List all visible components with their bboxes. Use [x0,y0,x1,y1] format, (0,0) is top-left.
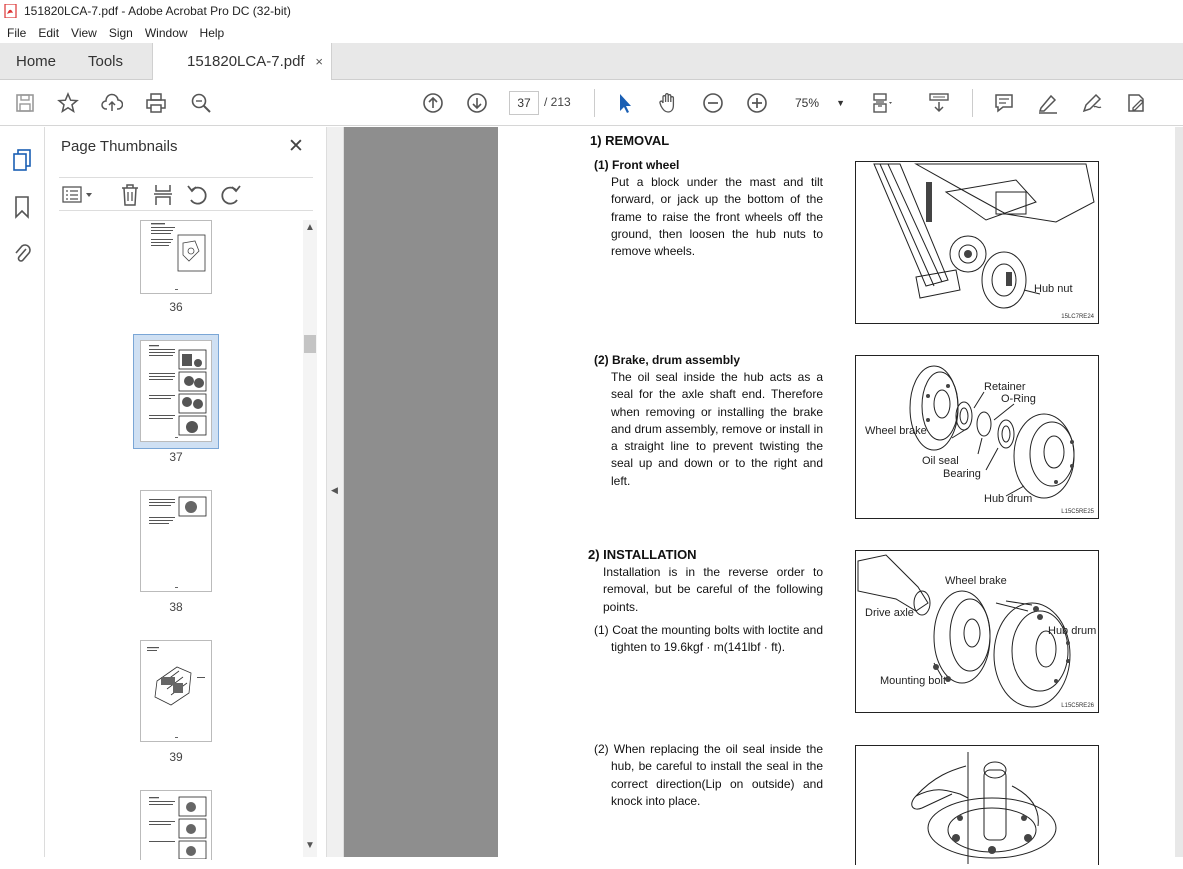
figure-front-wheel [855,161,1099,324]
thumbnail-scrollbar[interactable] [303,220,317,857]
thumbnail-preview [141,491,211,591]
brake-text: The oil seal inside the hub acts as a seal for the axle shaft end. Therefore when removing or installing the brake and drum assembly, remove or install in a straight line to prevent twisting the seal up and down or to the right and left. [611,370,823,488]
label-hub-nut: Hub nut [1034,283,1073,295]
next-page-icon[interactable] [466,92,488,114]
tab-document-label: 151820LCA-7.pdf [187,53,305,70]
thumbnail-preview [141,791,211,859]
chevron-down-icon: ▼ [836,98,845,108]
select-cursor-icon[interactable] [614,92,636,114]
extract-page-icon[interactable] [152,183,174,207]
label-wheel-brake: Wheel brake [865,425,927,437]
page-thumbnail-39[interactable] [140,640,212,742]
removal-heading: 1) REMOVAL [590,133,670,148]
acrobat-app-icon [4,4,18,18]
zoom-level-value: 75% [795,96,820,110]
toolbar-separator [594,89,595,117]
page-thumbnail-40[interactable] [140,790,212,860]
page-thumbnail-38[interactable] [140,490,212,592]
pdf-page [498,127,1175,857]
label-drive-axle: Drive axle [865,607,914,619]
zoom-search-icon[interactable] [190,92,212,114]
menu-view[interactable]: View [71,25,97,40]
fill-sign-icon[interactable] [1125,92,1147,114]
thumbnail-preview [141,341,211,441]
panel-close-button[interactable]: ✕ [288,136,304,157]
thumbnail-label-38: 38 [169,600,183,614]
label-hub-drum: Hub drum [1048,625,1097,637]
bookmarks-icon[interactable] [13,195,31,219]
menu-file[interactable]: File [7,25,27,40]
tab-bar [0,43,1183,80]
toolbar-separator [972,89,973,117]
thumbnail-label-39: 39 [169,750,183,764]
installation-text: Installation is in the reverse order to removal, but be careful of the following points. [603,565,823,614]
document-scrollbar[interactable] [1175,127,1183,857]
page-fit-icon[interactable] [872,92,894,114]
oil-seal-knock-in-illustration [856,746,1098,864]
front-wheel-illustration [856,162,1098,323]
scroll-mode-icon[interactable] [928,92,950,114]
left-navigation-rail [0,127,45,857]
upload-cloud-icon[interactable] [101,92,123,114]
zoom-level-dropdown[interactable] [789,91,851,115]
thumbnail-scrollbar-thumb[interactable] [304,335,316,353]
thumbnail-label-36: 36 [169,300,183,314]
figure-oil-seal [855,745,1099,865]
zoom-out-icon[interactable] [702,92,724,114]
figure-code: L15C5RE26 [1061,703,1094,709]
coat-bolts-text: (1) Coat the mounting bolts with loctite and tighten to 19.6kgf · m(141lbf · ft). [594,623,823,655]
figure-installation [855,550,1099,713]
draw-pen-icon[interactable] [1081,92,1103,114]
delete-page-icon[interactable] [119,183,141,207]
figure-code: 15LC7RE24 [1061,314,1094,320]
label-o-ring: O-Ring [1001,393,1036,405]
label-oil-seal: Oil seal [922,455,959,467]
menu-edit[interactable]: Edit [38,25,60,40]
page-number-input[interactable]: 37 [509,91,539,115]
label-mounting-bolt: Mounting bolt [880,675,947,687]
thumbnail-preview [141,641,211,741]
page-thumbnail-37[interactable] [140,340,212,442]
tab-document[interactable] [152,43,332,80]
page-total: / 213 [544,95,571,109]
brake-drum-exploded-illustration [856,356,1098,518]
menu-bar [0,22,1183,43]
thumbnail-label-37: 37 [169,450,183,464]
tab-close-button[interactable]: × [315,54,323,69]
tab-home[interactable]: Home [16,53,57,70]
installation-heading: 2) INSTALLATION [588,547,697,562]
rotate-counterclockwise-icon[interactable] [186,183,208,207]
thumbnail-toolbar [59,177,313,211]
front-wheel-text: Put a block under the mast and tilt forward, or jack up the bottom of the frame to raise the front wheels off the ground, then loosen the hub nuts to remove wheels. [611,175,823,259]
print-icon[interactable] [145,92,167,114]
title-bar [0,0,1183,22]
brake-heading: (2) Brake, drum assembly [594,353,741,367]
zoom-in-icon[interactable] [746,92,768,114]
menu-sign[interactable]: Sign [108,25,133,40]
attachments-paperclip-icon[interactable] [12,241,32,265]
panel-collapse-handle[interactable] [326,127,344,857]
highlight-pen-icon[interactable] [1037,92,1059,114]
front-wheel-heading: (1) Front wheel [594,158,680,172]
save-icon[interactable] [14,92,36,114]
label-hub-drum: Hub drum [984,493,1033,505]
figure-brake-drum [855,355,1099,519]
rotate-clockwise-icon[interactable] [220,183,242,207]
panel-title: Page Thumbnails [61,138,178,155]
menu-window[interactable]: Window [144,25,188,40]
collapse-arrow-icon[interactable]: ◀ [331,485,338,495]
page-thumbnail-36[interactable] [140,220,212,294]
label-wheel-brake: Wheel brake [945,575,1007,587]
thumbnail-preview [141,221,211,293]
hand-tool-icon[interactable] [657,92,679,114]
scroll-up-icon[interactable]: ▲ [305,222,315,233]
comment-icon[interactable] [993,92,1015,114]
tab-tools[interactable]: Tools [88,53,124,70]
previous-page-icon[interactable] [422,92,444,114]
label-retainer: Retainer [984,381,1026,393]
label-bearing: Bearing [943,468,981,480]
figure-code: L15C5RE25 [1061,509,1094,515]
oil-seal-text: (2) When replacing the oil seal inside the hub, be careful to install the seal in the correct direction(Lip on outside) and knock into place. [594,742,823,808]
window-title: 151820LCA-7.pdf - Adobe Acrobat Pro DC (32-bit) [24,4,291,18]
page-thumbnails-icon[interactable] [12,148,34,172]
menu-help[interactable]: Help [199,25,225,40]
thumbnail-options-icon[interactable] [61,184,95,206]
scroll-down-icon[interactable]: ▼ [305,840,315,851]
document-view[interactable] [344,127,1183,857]
bookmark-star-icon[interactable] [57,92,79,114]
